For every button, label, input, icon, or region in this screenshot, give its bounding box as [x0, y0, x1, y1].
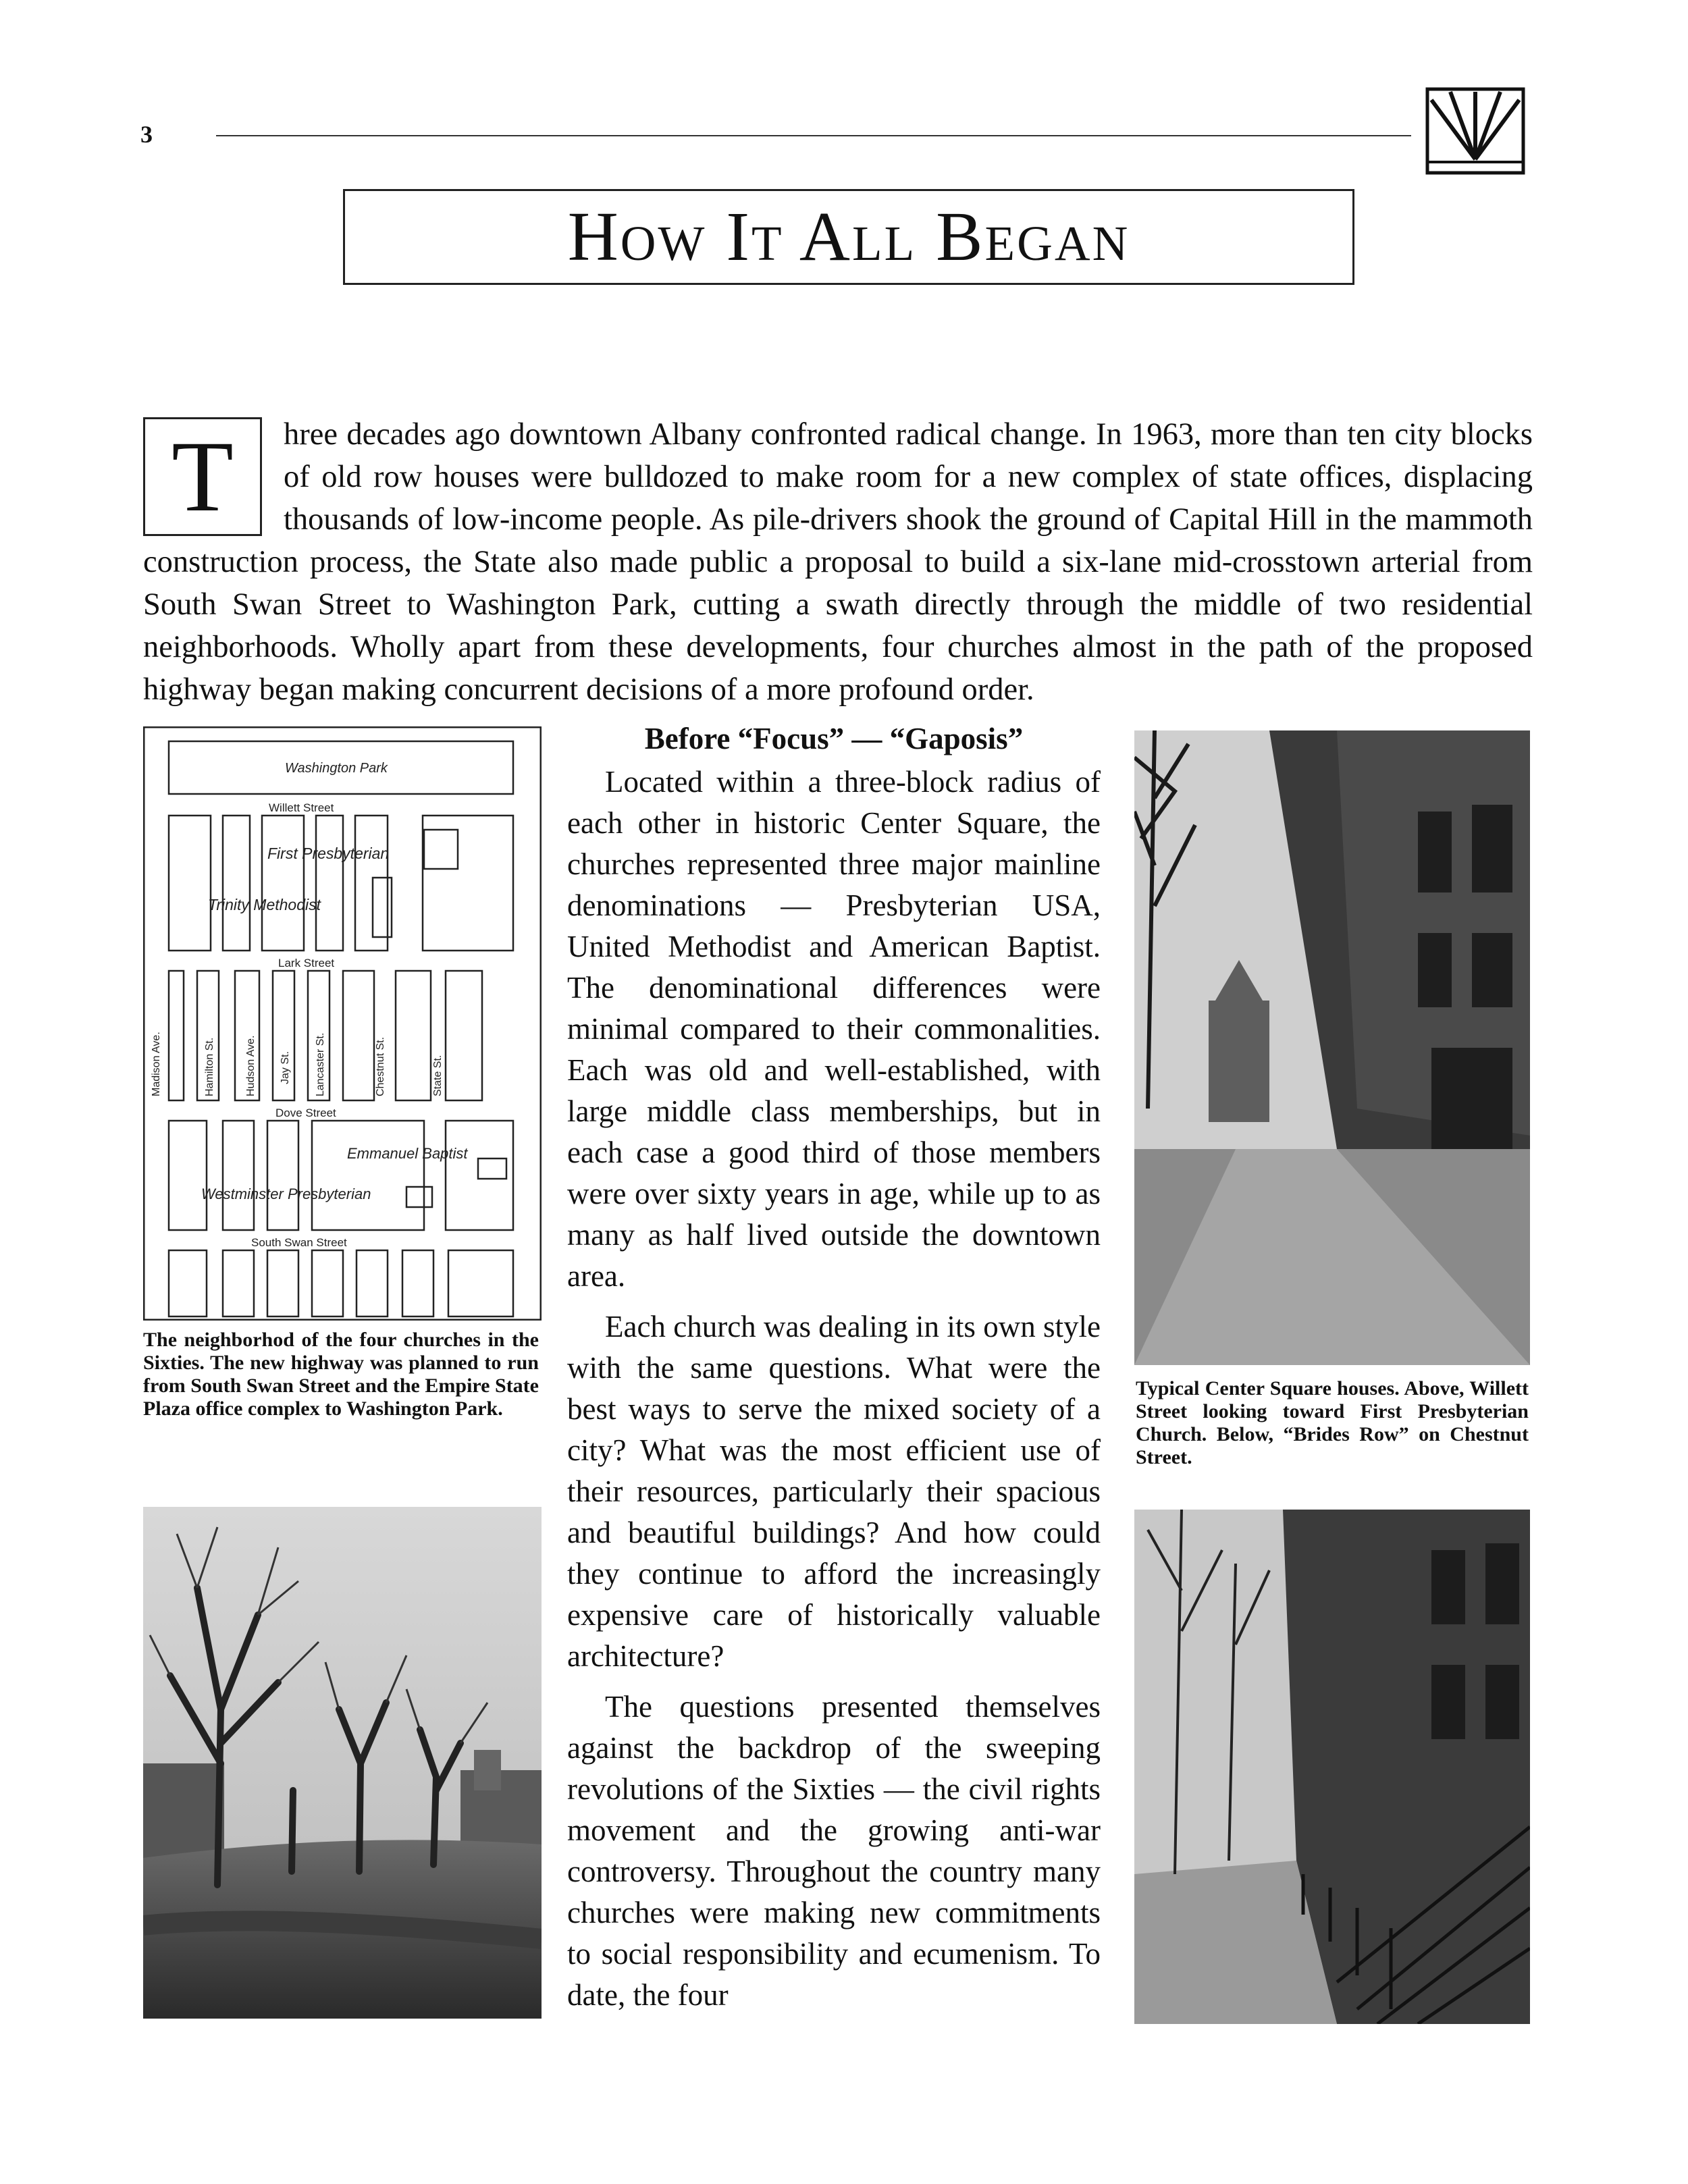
park-photo: [143, 1507, 542, 2019]
page-title: How It All Began: [567, 198, 1130, 275]
map-label-street: Jay St.: [280, 1051, 291, 1084]
map-label-church: Emmanuel Baptist: [347, 1145, 468, 1162]
map-label-street: South Swan Street: [251, 1236, 347, 1249]
intro-text: hree decades ago downtown Albany confronted radical change. In 1963, more than ten city blocks of old row houses were bulldozed to make room for a new complex of state offices, displacing thousands of low-income people. As pile-drivers shook the ground of Capital Hill in the mammoth construction process, the State also made public a proposal to build a six-lane mid-crosstown arterial from South Swan Street to Washington Park, cutting a swath directly through the middle of two residential neighborhoods. Wholly apart from these developments, four churches almost in the path of the proposed highway began making concurrent decisions of a more profound order.: [143, 417, 1533, 707]
article-paragraph: Each church was dealing in its own style with the same questions. What were the best ways to serve the mixed society of a city? What was the most efficient use of their resources, particularly their spacious and beautiful buildings? And how could they continue to afford the increasingly expensive care of historically valuable architecture?: [567, 1310, 1101, 1673]
drop-cap: T: [143, 417, 262, 536]
article-paragraph: Located within a three-block radius of each other in historic Center Square, the churches represented three major mainline denominations — Presbyterian USA, United Methodist and American Baptist. The denominational differences were minimal compared to their commonalities. Each was old and well-established, with large middle class memberships, but in each case a good third of those members were over sixty years in age, while up to as many as half lived outside the downtown area.: [567, 765, 1101, 1293]
brides-row-photo: [1134, 1510, 1530, 2024]
map-label-street: Chestnut St.: [375, 1036, 386, 1096]
section-heading: Before “Focus” — “Gaposis”: [644, 722, 1024, 755]
map-caption: The neighborhod of the four churches in the Sixties. The new highway was planned to run from South Swan Street and the Empire State Plaza office complex to Washington Park.: [143, 1329, 539, 1420]
page-number: 3: [140, 121, 153, 148]
publisher-logo-icon: [1425, 86, 1526, 176]
map-label-street: State St.: [432, 1055, 444, 1096]
map-label-church: Trinity Methodist: [208, 896, 321, 913]
article-paragraph: The questions presented themselves against the backdrop of the sweeping revolutions of the Sixties — the civil rights movement and the growing anti-war controversy. Throughout the country many churches were making new commitments to social responsibility and ecumenism. To date, the four: [567, 1690, 1101, 2012]
neighborhood-map: [143, 726, 542, 1321]
map-label-church: First Presbyterian: [267, 845, 390, 862]
map-label-street: Lancaster St.: [315, 1032, 326, 1096]
map-label-street: Madison Ave.: [151, 1032, 162, 1096]
willett-street-photo: [1134, 730, 1530, 1365]
map-label-street: Dove Street: [275, 1107, 336, 1119]
map-label-street: Willett Street: [269, 801, 334, 814]
map-label-park: Washington Park: [285, 761, 388, 776]
map-label-street: Hudson Ave.: [245, 1035, 257, 1096]
article-column: [567, 720, 1101, 2025]
page-title-box: [343, 189, 1354, 285]
header-rule: [216, 135, 1411, 136]
houses-caption: Typical Center Square houses. Above, Willett Street looking toward First Presbyterian Church. Below, “Brides Row” on Chestnut Street.: [1136, 1377, 1529, 1468]
map-label-street: Hamilton St.: [204, 1037, 215, 1096]
map-label-street: Lark Street: [278, 957, 335, 969]
intro-paragraph: [143, 413, 1533, 711]
map-label-church: Westminster Presbyterian: [201, 1186, 371, 1202]
